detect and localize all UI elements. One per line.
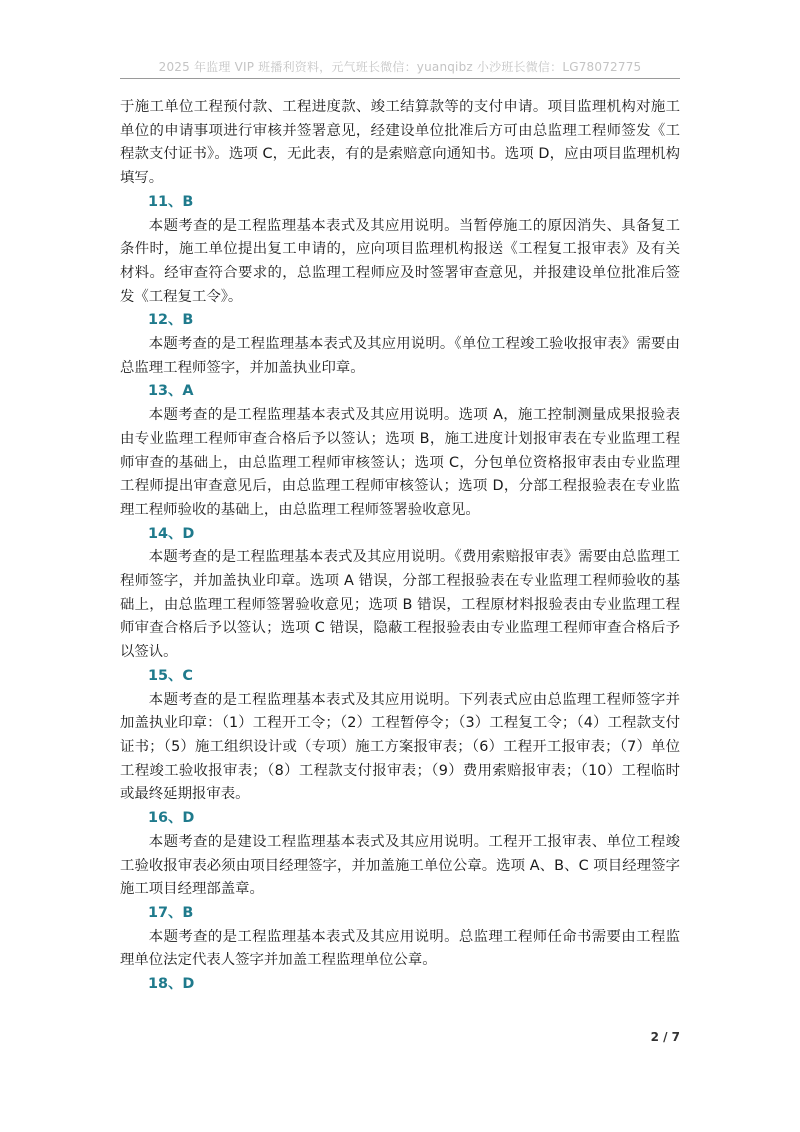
answer-label-16: 16、D [148,810,195,827]
answer-label-15: 15、C [148,667,193,684]
explanation-12: 本题考查的是工程监理基本表式及其应用说明。《单位工程竣工验收报审表》需要由总监理工程师签字，并加盖执业印章。 [120,336,680,376]
answer-label-18: 18、D [148,976,195,993]
explanation-11: 本题考查的是工程监理基本表式及其应用说明。当暂停施工的原因消失、具备复工条件时，施工单位提出复工申请的，应向项目监理机构报送《工程复工报审表》及有关材料。经审查符合要求的，总监理工程师应及时签署审查意见，并报建设单位批准后签发《工程复工令》。 [120,217,680,305]
explanation-14: 本题考查的是工程监理基本表式及其应用说明。《费用索赔报审表》需要由总监理工程师签字，并加盖执业印章。选项 A 错误，分部工程报验表在专业监理工程师验收的基础上，由总监理工程师签署验收意见；选项 B 错误，工程原材料报验表由专业监理工程师审查合格后予以签认；选项 C 错误，隐蔽工程报验表由专业监理工程师审查合格后予以签认。 [120,549,680,661]
explanation-15: 本题考查的是工程监理基本表式及其应用说明。下列表式应由总监理工程师签字并加盖执业印章：（1）工程开工令；（2）工程暂停令；（3）工程复工令；（4）工程款支付证书；（5）施工组织设计或（专项）施工方案报审表；（6）工程开工报审表；（7）单位工程竣工验收报审表；（8）工程款支付报审表；（9）费用索赔报审表；（10）工程临时或最终延期报审表。 [120,691,680,803]
explanation-17: 本题考查的是工程监理基本表式及其应用说明。总监理工程师任命书需要由工程监理单位法定代表人签字并加盖工程监理单位公章。 [120,928,680,969]
answer-label-17: 17、B [148,904,194,921]
page-number: 2 / 7 [650,1030,680,1044]
explanation-16: 本题考查的是建设工程监理基本表式及其应用说明。工程开工报审表、单位工程竣工验收报审表必须由项目经理签字，并加盖施工单位公章。选项 A、B、C 项目经理签字施工项目经理部盖章。 [120,833,680,898]
answer-label-12: 12、B [148,312,194,329]
document-body [120,96,680,997]
explanation-13: 本题考查的是工程监理基本表式及其应用说明。选项 A，施工控制测量成果报验表由专业监理工程师审查合格后予以签认；选项 B，施工进度计划报审表在专业监理工程师审查的基础上，由总监理工程师审核签认；选项 C，分包单位资格报审表由专业监理工程师提出审查意见后，由总监理工程师审核签认；选项 D，分部工程报验表在专业监理工程师验收的基础上，由总监理工程师签署验收意见。 [120,407,680,518]
answer-label-11: 11、B [148,193,194,210]
answer-label-14: 14、D [148,525,195,542]
header-divider [120,78,680,79]
page-header: 2025 年监理 VIP 班播利资料，元气班长微信：yuanqibz 小沙班长微信：LG78072775 [158,60,642,74]
answer-label-13: 13、A [148,383,194,400]
intro-paragraph: 于施工单位工程预付款、工程进度款、竣工结算款等的支付申请。项目监理机构对施工单位的申请事项进行审核并签署意见，经建设单位批准后方可由总监理工程师签发《工程款支付证书》。选项 C，无此表，有的是索赔意向通知书。选项 D，应由项目监理机构填写。 [120,99,680,187]
